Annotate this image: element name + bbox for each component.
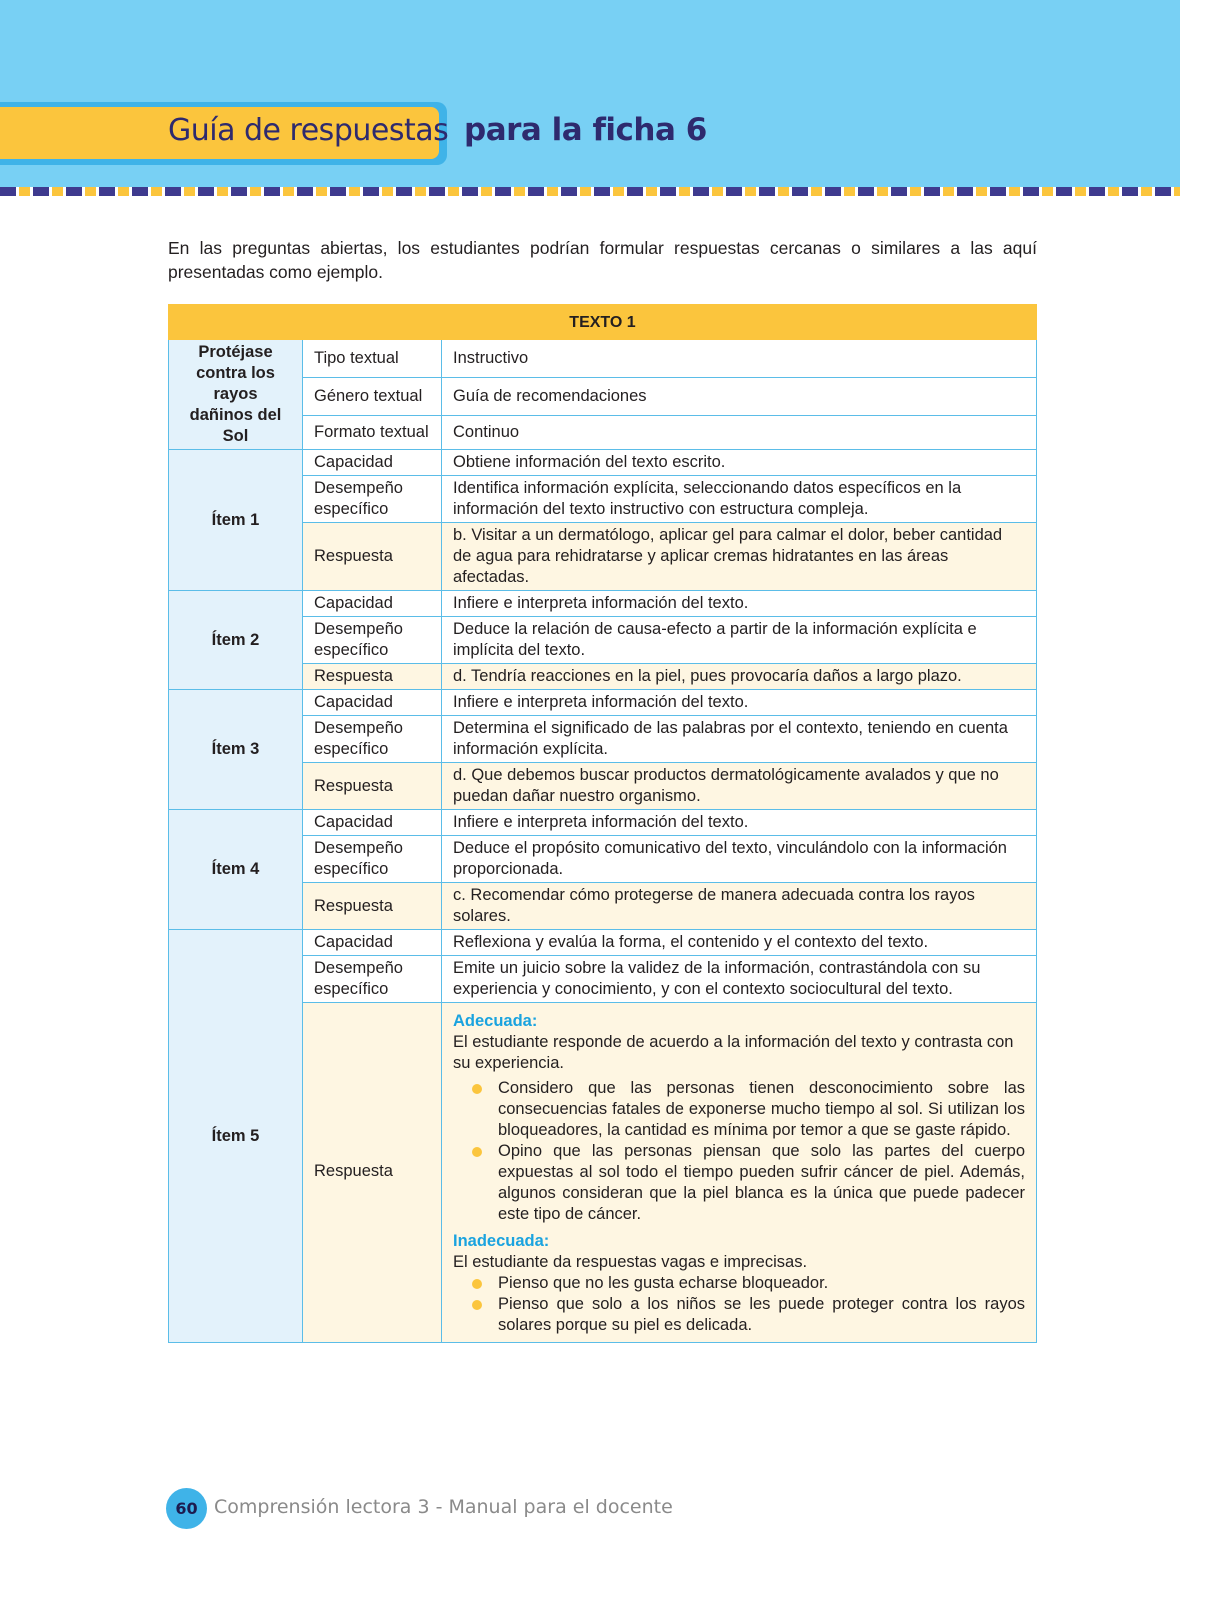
row-value: Guía de recomendaciones [442,378,1037,416]
row-label: Respuesta [303,1003,442,1343]
list-item: Pienso que solo a los niños se les puede proteger contra los rayos solares porque su piel es delicada. [453,1294,1025,1336]
row-value: Obtiene información del texto escrito. [442,450,1037,476]
inadequate-heading: Inadecuada: [453,1232,550,1250]
row-label: Respuesta [303,664,442,690]
row-label: Desempeño específico [303,716,442,763]
row-label: Respuesta [303,763,442,810]
list-item: Opino que las personas piensan que solo las partes del cuerpo expuestas al sol todo el tiempo pueden sufrir cáncer de piel. Además, algunos consideran que la piel blanca es la única que puede padecer este tipo de cáncer. [453,1141,1025,1225]
header-band [0,0,1180,196]
row-label: Capacidad [303,810,442,836]
row-value: Infiere e interpreta información del texto. [442,690,1037,716]
row-value: Reflexiona y evalúa la forma, el contenido y el contexto del texto. [442,930,1037,956]
row-label: Capacidad [303,450,442,476]
text-title-cell: Protéjase contra los rayos dañinos del Sol [169,340,303,450]
row-label: Capacidad [303,591,442,617]
row-label: Desempeño específico [303,617,442,664]
list-item: Pienso que no les gusta echarse bloqueador. [453,1273,1025,1294]
row-label: Capacidad [303,690,442,716]
row-label: Género textual [303,378,442,416]
page-number: 60 [166,1488,207,1529]
answer-value: d. Que debemos buscar productos dermatológicamente avalados y que no puedan dañar nuestro organismo. [442,763,1037,810]
table-row [169,450,1037,476]
item-3-cell: Ítem 3 [169,690,303,810]
answer-value: c. Recomendar cómo protegerse de manera adecuada contra los rayos solares. [442,883,1037,930]
row-value: Continuo [442,416,1037,450]
adequate-list [453,1078,1025,1225]
item-1-cell: Ítem 1 [169,450,303,591]
row-label: Respuesta [303,883,442,930]
page-title-rest: para la ficha 6 [464,112,707,148]
footer-text: Comprensión lectora 3 - Manual para el docente [214,1496,673,1518]
item-5-cell: Ítem 5 [169,930,303,1343]
row-label: Desempeño específico [303,836,442,883]
table-row [169,690,1037,716]
row-value: Determina el significado de las palabras por el contexto, teniendo en cuenta información explícita. [442,716,1037,763]
row-value: Deduce la relación de causa-efecto a partir de la información explícita e implícita del texto. [442,617,1037,664]
table-row [169,810,1037,836]
inadequate-description: El estudiante da respuestas vagas e imprecisas. [453,1253,808,1271]
header-stripe [0,187,1180,196]
answer-guide-table [168,304,1037,1343]
answer-value [442,1003,1037,1343]
row-label: Desempeño específico [303,476,442,523]
item-2-cell: Ítem 2 [169,591,303,690]
row-value: Infiere e interpreta información del texto. [442,810,1037,836]
table-heading: TEXTO 1 [169,305,1037,340]
intro-paragraph: En las preguntas abiertas, los estudiantes podrían formular respuestas cercanas o similares a las aquí presentadas como ejemplo. [168,238,1037,282]
answer-value: b. Visitar a un dermatólogo, aplicar gel para calmar el dolor, beber cantidad de agua para rehidratarse y aplicar cremas hidratantes en las áreas afectadas. [442,523,1037,591]
row-label: Formato textual [303,416,442,450]
row-label: Respuesta [303,523,442,591]
answer-value: d. Tendría reacciones en la piel, pues provocaría daños a largo plazo. [442,664,1037,690]
inadequate-list [453,1273,1025,1336]
list-item: Considero que las personas tienen desconocimiento sobre las consecuencias fatales de exponerse mucho tiempo al sol. Si utilizan los bloqueadores, la cantidad es mínima por temor a que se gaste rápido. [453,1078,1025,1141]
row-label: Desempeño específico [303,956,442,1003]
table-row [169,340,1037,378]
row-label: Tipo textual [303,340,442,378]
adequate-heading: Adecuada: [453,1012,538,1030]
adequate-description: El estudiante responde de acuerdo a la información del texto y contrasta con su experiencia. [453,1033,1014,1072]
row-value: Deduce el propósito comunicativo del texto, vinculándolo con la información proporcionada. [442,836,1037,883]
row-value: Instructivo [442,340,1037,378]
row-label: Capacidad [303,930,442,956]
item-4-cell: Ítem 4 [169,810,303,930]
row-value: Identifica información explícita, seleccionando datos específicos en la información del texto instructivo con estructura compleja. [442,476,1037,523]
row-value: Emite un juicio sobre la validez de la información, contrastándola con su experiencia y conocimiento, y con el contexto sociocultural del texto. [442,956,1037,1003]
table-row [169,930,1037,956]
table-row [169,591,1037,617]
table-heading-row [169,305,1037,340]
page-title-tab: Guía de respuestas [168,113,449,148]
row-value: Infiere e interpreta información del texto. [442,591,1037,617]
